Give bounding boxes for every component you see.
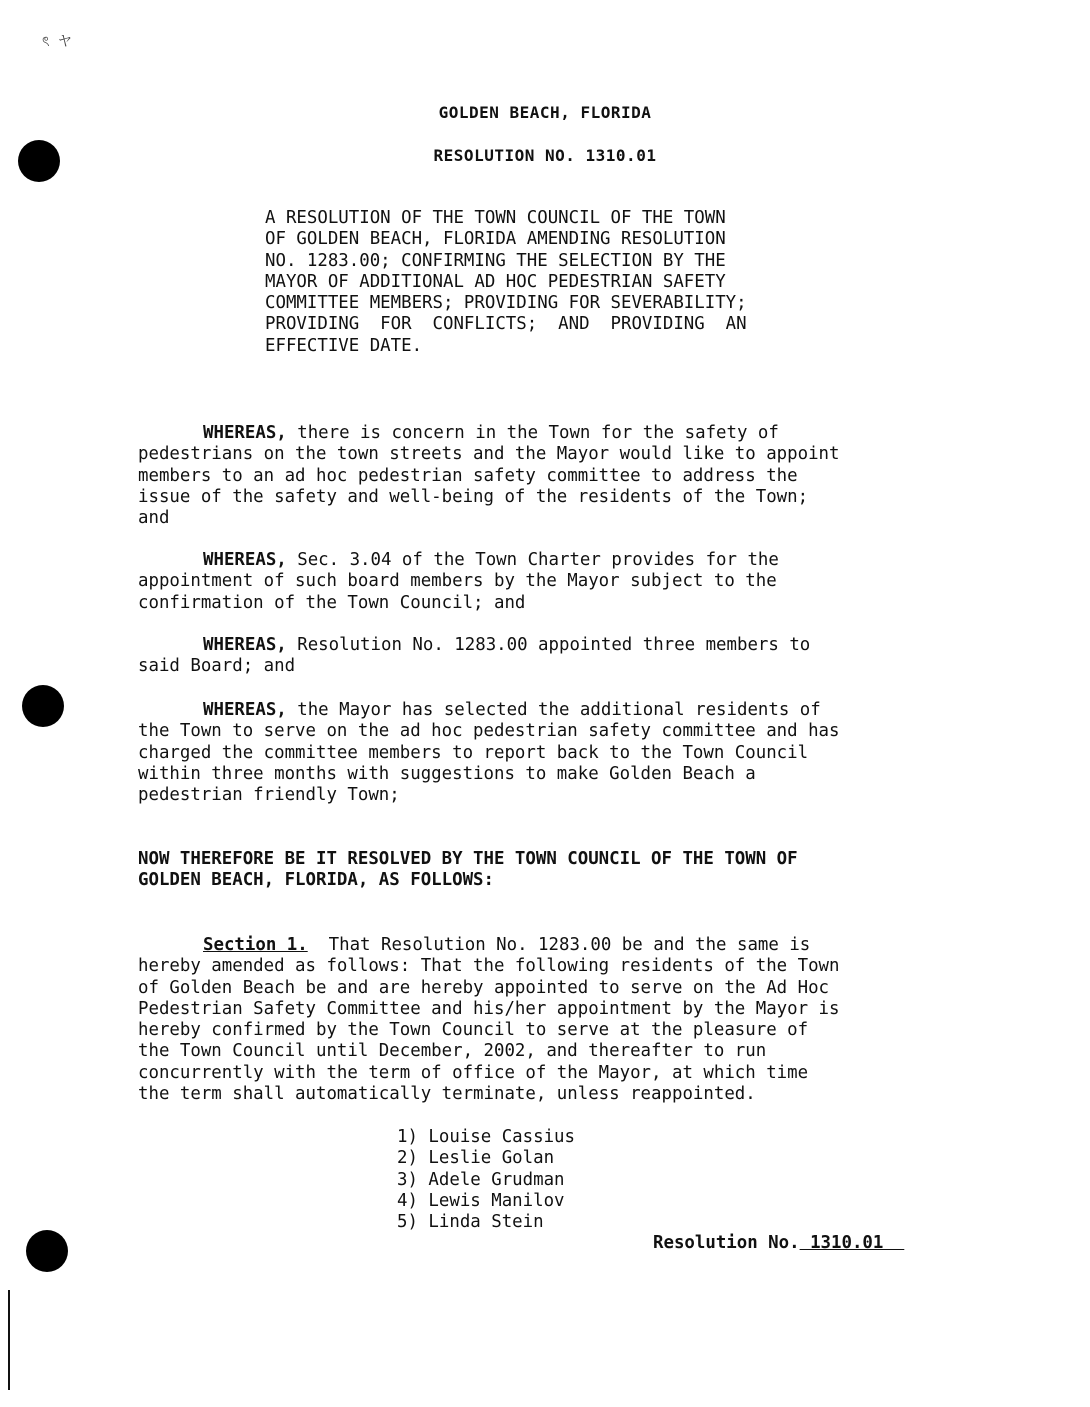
- whereas-clause-2: WHEREAS, Sec. 3.04 of the Town Charter provides for the appointment of such board members by the Mayor subject to the confirmation of the Town Council; and: [138, 550, 779, 613]
- resolved-clause: NOW THEREFORE BE IT RESOLVED BY THE TOWN COUNCIL OF THE TOWN OF GOLDEN BEACH, FLORIDA, AS FOLLOWS:: [138, 849, 798, 891]
- member-list: [397, 1127, 575, 1233]
- list-item: 3) Adele Grudman: [397, 1169, 565, 1190]
- whereas-clause-1: WHEREAS, there is concern in the Town for the safety of pedestrians on the town streets and the Mayor would like to appoint members to an ad hoc pedestrian safety committee to address the issue of the safety and well-being of the residents of the Town; and: [138, 423, 840, 529]
- whereas-clause-3: WHEREAS, Resolution No. 1283.00 appointed three members to said Board; and: [138, 635, 811, 677]
- scan-mark: ৎ ヤ: [42, 34, 72, 50]
- whereas-label: WHEREAS,: [203, 423, 287, 443]
- list-item: 1) Louise Cassius: [397, 1127, 575, 1147]
- footer-resolution-number: Resolution No. 1310.01: [653, 1233, 905, 1253]
- resolution-number-heading: RESOLUTION NO. 1310.01: [433, 146, 657, 165]
- scan-edge-line: [8, 1290, 10, 1390]
- section-1-label: Section 1.: [203, 935, 308, 955]
- list-item: 2) Leslie Golan: [397, 1148, 555, 1169]
- whereas-label: WHEREAS,: [203, 550, 287, 570]
- whereas-label: WHEREAS,: [203, 635, 287, 655]
- punch-hole-bottom: [26, 1230, 68, 1272]
- punch-hole-middle: [22, 685, 64, 727]
- whereas-label: WHEREAS,: [203, 700, 287, 720]
- list-item: 5) Linda Stein: [397, 1212, 544, 1233]
- document-location-heading: GOLDEN BEACH, FLORIDA: [438, 103, 652, 122]
- list-item: 4) Lewis Manilov: [397, 1190, 565, 1211]
- resolution-title-block: A RESOLUTION OF THE TOWN COUNCIL OF THE TOWN OF GOLDEN BEACH, FLORIDA AMENDING RESOLUTION NO. 1283.00; CONFIRMING THE SELECTION BY THE MAYOR OF ADDITIONAL AD HOC PEDESTRIAN SAFETY COMMITTEE MEMBERS; PROVIDING FOR SEVERABILITY; PROVIDING FOR CONFLICTS; AND PROVIDING AN EFFECTIVE DATE.: [265, 208, 747, 356]
- section-1: Section 1. That Resolution No. 1283.00 be and the same is hereby amended as follows: That the following residents of the Town of Golden Beach be and are hereby appointed to serve on the Ad Hoc Pedestrian Safety Committee and his/her appointment by the Mayor is hereby confirmed by the Town Council to serve at the pleasure of the Town Council until December, 2002, and thereafter to run concurrently with the term of office of the Mayor, at which time the term shall automatically terminate, unless reappointed.: [138, 935, 840, 1105]
- whereas-clause-4: WHEREAS, the Mayor has selected the additional residents of the Town to serve on the ad hoc pedestrian safety committee and has charged the committee members to report back to the Town Council within three months with suggestions to make Golden Beach a pedestrian friendly Town;: [138, 700, 840, 806]
